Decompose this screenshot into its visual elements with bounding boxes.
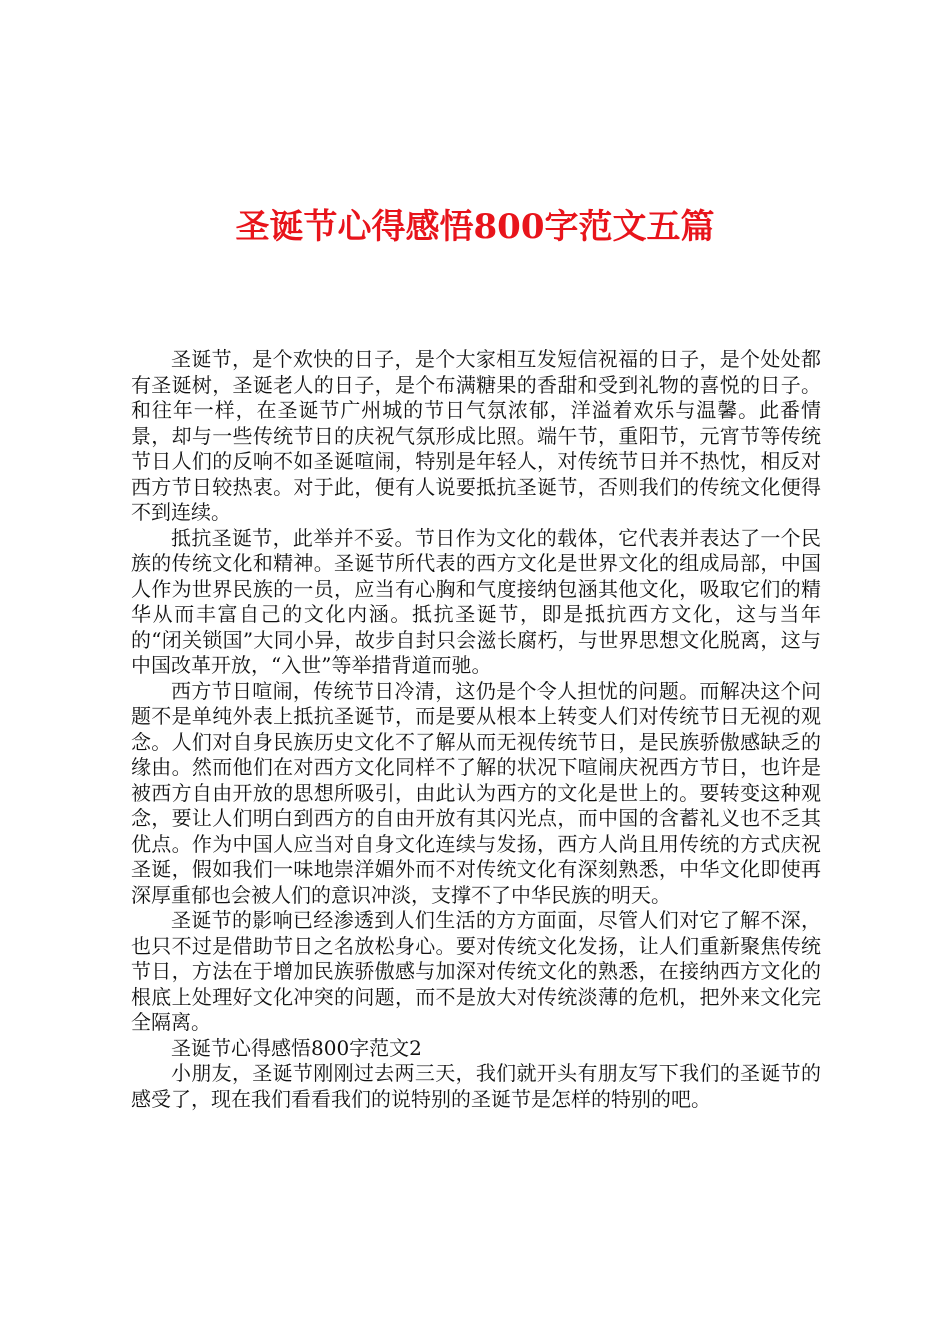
paragraph-4: 圣诞节的影响已经渗透到人们生活的方方面面，尽管人们对它了解不深，也只不过是借助节日之名放松身心。要对传统文化发扬，让人们重新聚焦传统节日，方法在于增加民族骄傲感与加深对传统文化的熟悉，在接纳西方文化的根底上处理好文化冲突的问题，而不是放大对传统淡薄的危机，把外来文化完全隔离。 [131, 908, 821, 1034]
section-heading-2: 圣诞节心得感悟800字范文2 [171, 1035, 422, 1060]
document-body [131, 347, 821, 1112]
paragraph-3: 西方节日喧闹，传统节日冷清，这仍是个令人担忧的问题。而解决这个问题不是单纯外表上抵抗圣诞节，而是要从根本上转变人们对传统节日无视的观念。人们对自身民族历史文化不了解从而无视传统节日，是民族骄傲感缺乏的缘由。然而他们在对西方文化同样不了解的状况下喧闹庆祝西方节日，也许是被西方自由开放的思想所吸引，由此认为西方的文化是世上的。要转变这种观念，要让人们明白到西方的自由开放有其闪光点，而中国的含蓄礼义也不乏其优点。作为中国人应当对自身文化连续与发扬，西方人尚且用传统的方式庆祝圣诞，假如我们一味地崇洋媚外而不对传统文化有深刻熟悉，中华文化即使再深厚重郁也会被人们的意识冲淡，支撑不了中华民族的明天。 [131, 678, 821, 907]
paragraph-2: 抵抗圣诞节，此举并不妥。节日作为文化的载体，它代表并表达了一个民族的传统文化和精神。圣诞节所代表的西方文化是世界文化的组成局部，中国人作为世界民族的一员，应当有心胸和气度接纳包涵其他文化，吸取它们的精华从而丰富自己的文化内涵。抵抗圣诞节，即是抵抗西方文化，这与当年的“闭关锁国”大同小异，故步自封只会滋长腐朽，与世界思想文化脱离，这与中国改革开放，“入世”等举措背道而驰。 [131, 525, 821, 677]
paragraph-5: 小朋友，圣诞节刚刚过去两三天，我们就开头有朋友写下我们的圣诞节的感受了，现在我们看看我们的说特别的圣诞节是怎样的特别的吧。 [131, 1061, 821, 1111]
document-title: 圣诞节心得感悟800字范文五篇 [235, 207, 715, 247]
paragraph-1: 圣诞节，是个欢快的日子，是个大家相互发短信祝福的日子，是个处处都有圣诞树，圣诞老人的日子，是个布满糖果的香甜和受到礼物的喜悦的日子。和往年一样，在圣诞节广州城的节日气氛浓郁，洋溢着欢乐与温馨。此番情景，却与一些传统节日的庆祝气氛形成比照。端午节，重阳节，元宵节等传统节日人们的反响不如圣诞喧闹，特别是年轻人，对传统节日并不热忱，相反对西方节日较热衷。对于此，便有人说要抵抗圣诞节，否则我们的传统文化便得不到连续。 [131, 347, 821, 524]
